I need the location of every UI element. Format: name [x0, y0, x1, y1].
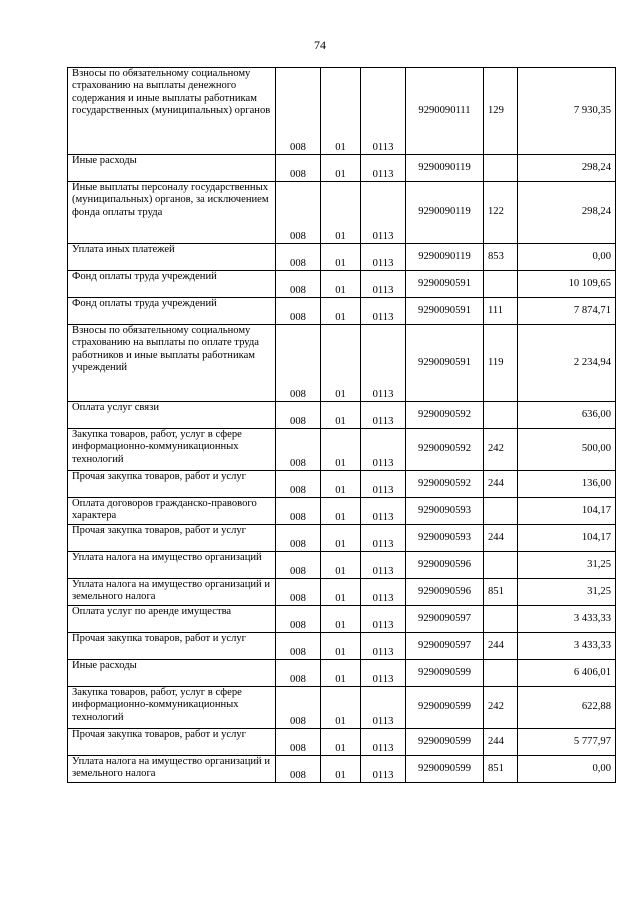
row-section-code: 01 — [321, 498, 361, 525]
row-name: Иные расходы — [68, 660, 276, 687]
row-target-code: 9290090593 — [406, 525, 484, 552]
row-name: Оплата услуг связи — [68, 402, 276, 429]
row-target-code: 9290090591 — [406, 271, 484, 298]
row-target-code: 9290090592 — [406, 471, 484, 498]
row-amount: 0,00 — [518, 756, 616, 783]
row-name: Прочая закупка товаров, работ и услуг — [68, 471, 276, 498]
row-section-code: 01 — [321, 579, 361, 606]
row-subsection-code: 0113 — [361, 579, 406, 606]
row-name: Закупка товаров, работ, услуг в сфере информационно-коммуникационных технологий — [68, 687, 276, 729]
row-ved-code: 008 — [276, 471, 321, 498]
table-row — [68, 325, 616, 402]
table-row — [68, 756, 616, 783]
row-amount: 7 874,71 — [518, 298, 616, 325]
row-name: Уплата налога на имущество организаций и земельного налога — [68, 579, 276, 606]
row-section-code: 01 — [321, 325, 361, 402]
row-amount: 636,00 — [518, 402, 616, 429]
row-ved-code: 008 — [276, 606, 321, 633]
row-subsection-code: 0113 — [361, 402, 406, 429]
row-amount: 10 109,65 — [518, 271, 616, 298]
table-row — [68, 182, 616, 244]
row-amount: 31,25 — [518, 552, 616, 579]
row-section-code: 01 — [321, 729, 361, 756]
budget-table-body — [68, 68, 616, 783]
row-ved-code: 008 — [276, 429, 321, 471]
row-expense-type-code — [484, 552, 518, 579]
row-ved-code: 008 — [276, 756, 321, 783]
row-subsection-code: 0113 — [361, 525, 406, 552]
row-target-code: 9290090592 — [406, 402, 484, 429]
row-subsection-code: 0113 — [361, 633, 406, 660]
row-ved-code: 008 — [276, 552, 321, 579]
row-subsection-code: 0113 — [361, 68, 406, 155]
row-subsection-code: 0113 — [361, 244, 406, 271]
row-name: Взносы по обязательному социальному страхованию на выплаты денежного содержания и иные выплаты работникам государственных (муниципальных) органов — [68, 68, 276, 155]
row-expense-type-code — [484, 498, 518, 525]
row-expense-type-code: 111 — [484, 298, 518, 325]
row-name: Иные расходы — [68, 155, 276, 182]
table-row — [68, 498, 616, 525]
row-target-code: 9290090599 — [406, 687, 484, 729]
row-expense-type-code: 244 — [484, 633, 518, 660]
row-target-code: 9290090593 — [406, 498, 484, 525]
row-subsection-code: 0113 — [361, 155, 406, 182]
row-amount: 5 777,97 — [518, 729, 616, 756]
row-ved-code: 008 — [276, 498, 321, 525]
row-expense-type-code: 244 — [484, 471, 518, 498]
row-target-code: 9290090597 — [406, 606, 484, 633]
row-subsection-code: 0113 — [361, 471, 406, 498]
row-ved-code: 008 — [276, 271, 321, 298]
row-expense-type-code: 242 — [484, 687, 518, 729]
table-row — [68, 579, 616, 606]
row-expense-type-code — [484, 660, 518, 687]
row-subsection-code: 0113 — [361, 298, 406, 325]
row-subsection-code: 0113 — [361, 729, 406, 756]
row-name: Прочая закупка товаров, работ и услуг — [68, 525, 276, 552]
row-section-code: 01 — [321, 552, 361, 579]
row-ved-code: 008 — [276, 687, 321, 729]
row-target-code: 9290090599 — [406, 756, 484, 783]
row-section-code: 01 — [321, 271, 361, 298]
row-target-code: 9290090597 — [406, 633, 484, 660]
row-expense-type-code: 242 — [484, 429, 518, 471]
table-row — [68, 687, 616, 729]
row-section-code: 01 — [321, 182, 361, 244]
row-ved-code: 008 — [276, 729, 321, 756]
row-ved-code: 008 — [276, 68, 321, 155]
row-name: Фонд оплаты труда учреждений — [68, 271, 276, 298]
row-expense-type-code — [484, 606, 518, 633]
row-ved-code: 008 — [276, 525, 321, 552]
row-subsection-code: 0113 — [361, 552, 406, 579]
row-section-code: 01 — [321, 298, 361, 325]
row-section-code: 01 — [321, 429, 361, 471]
row-subsection-code: 0113 — [361, 271, 406, 298]
row-ved-code: 008 — [276, 182, 321, 244]
row-amount: 6 406,01 — [518, 660, 616, 687]
row-section-code: 01 — [321, 402, 361, 429]
row-amount: 298,24 — [518, 182, 616, 244]
row-amount: 298,24 — [518, 155, 616, 182]
row-name: Оплата услуг по аренде имущества — [68, 606, 276, 633]
row-expense-type-code: 851 — [484, 579, 518, 606]
row-target-code: 9290090596 — [406, 579, 484, 606]
table-row — [68, 525, 616, 552]
row-subsection-code: 0113 — [361, 429, 406, 471]
row-name: Фонд оплаты труда учреждений — [68, 298, 276, 325]
row-expense-type-code: 244 — [484, 525, 518, 552]
row-name: Прочая закупка товаров, работ и услуг — [68, 729, 276, 756]
row-subsection-code: 0113 — [361, 606, 406, 633]
row-ved-code: 008 — [276, 244, 321, 271]
page-number: 74 — [314, 38, 326, 52]
row-amount: 136,00 — [518, 471, 616, 498]
budget-table — [67, 67, 616, 783]
table-row — [68, 729, 616, 756]
row-name: Уплата налога на имущество организаций — [68, 552, 276, 579]
row-section-code: 01 — [321, 244, 361, 271]
table-row — [68, 429, 616, 471]
row-target-code: 9290090119 — [406, 155, 484, 182]
row-expense-type-code — [484, 155, 518, 182]
row-name: Взносы по обязательному социальному страхованию на выплаты по оплате труда работников и иные выплаты работникам учреждений — [68, 325, 276, 402]
row-section-code: 01 — [321, 687, 361, 729]
row-target-code: 9290090591 — [406, 298, 484, 325]
row-target-code: 9290090592 — [406, 429, 484, 471]
row-expense-type-code: 122 — [484, 182, 518, 244]
row-target-code: 9290090591 — [406, 325, 484, 402]
row-ved-code: 008 — [276, 325, 321, 402]
row-expense-type-code: 851 — [484, 756, 518, 783]
table-row — [68, 244, 616, 271]
table-row — [68, 271, 616, 298]
row-section-code: 01 — [321, 633, 361, 660]
row-expense-type-code: 129 — [484, 68, 518, 155]
row-amount: 104,17 — [518, 498, 616, 525]
row-amount: 0,00 — [518, 244, 616, 271]
row-section-code: 01 — [321, 68, 361, 155]
row-ved-code: 008 — [276, 579, 321, 606]
table-row — [68, 155, 616, 182]
row-amount: 3 433,33 — [518, 606, 616, 633]
row-target-code: 9290090119 — [406, 182, 484, 244]
table-row — [68, 68, 616, 155]
row-amount: 7 930,35 — [518, 68, 616, 155]
row-amount: 104,17 — [518, 525, 616, 552]
row-subsection-code: 0113 — [361, 687, 406, 729]
row-expense-type-code — [484, 402, 518, 429]
row-section-code: 01 — [321, 525, 361, 552]
row-name: Уплата налога на имущество организаций и земельного налога — [68, 756, 276, 783]
row-name: Закупка товаров, работ, услуг в сфере информационно-коммуникационных технологий — [68, 429, 276, 471]
row-amount: 2 234,94 — [518, 325, 616, 402]
row-target-code: 9290090599 — [406, 729, 484, 756]
row-subsection-code: 0113 — [361, 325, 406, 402]
row-section-code: 01 — [321, 155, 361, 182]
row-section-code: 01 — [321, 756, 361, 783]
row-name: Иные выплаты персоналу государственных (муниципальных) органов, за исключением фонда оплаты труда — [68, 182, 276, 244]
row-target-code: 9290090596 — [406, 552, 484, 579]
row-section-code: 01 — [321, 606, 361, 633]
row-ved-code: 008 — [276, 660, 321, 687]
row-expense-type-code: 853 — [484, 244, 518, 271]
row-target-code: 9290090119 — [406, 244, 484, 271]
table-row — [68, 471, 616, 498]
row-amount: 500,00 — [518, 429, 616, 471]
row-section-code: 01 — [321, 471, 361, 498]
row-amount: 622,88 — [518, 687, 616, 729]
row-expense-type-code — [484, 271, 518, 298]
row-subsection-code: 0113 — [361, 498, 406, 525]
table-row — [68, 298, 616, 325]
row-name: Оплата договоров гражданско-правового характера — [68, 498, 276, 525]
row-subsection-code: 0113 — [361, 756, 406, 783]
table-row — [68, 402, 616, 429]
row-ved-code: 008 — [276, 633, 321, 660]
row-expense-type-code: 119 — [484, 325, 518, 402]
row-amount: 31,25 — [518, 579, 616, 606]
table-row — [68, 660, 616, 687]
row-subsection-code: 0113 — [361, 182, 406, 244]
row-target-code: 9290090599 — [406, 660, 484, 687]
table-row — [68, 633, 616, 660]
row-target-code: 9290090111 — [406, 68, 484, 155]
row-ved-code: 008 — [276, 402, 321, 429]
row-name: Уплата иных платежей — [68, 244, 276, 271]
row-subsection-code: 0113 — [361, 660, 406, 687]
row-section-code: 01 — [321, 660, 361, 687]
table-row — [68, 606, 616, 633]
row-expense-type-code: 244 — [484, 729, 518, 756]
row-name: Прочая закупка товаров, работ и услуг — [68, 633, 276, 660]
row-ved-code: 008 — [276, 155, 321, 182]
table-row — [68, 552, 616, 579]
row-amount: 3 433,33 — [518, 633, 616, 660]
row-ved-code: 008 — [276, 298, 321, 325]
